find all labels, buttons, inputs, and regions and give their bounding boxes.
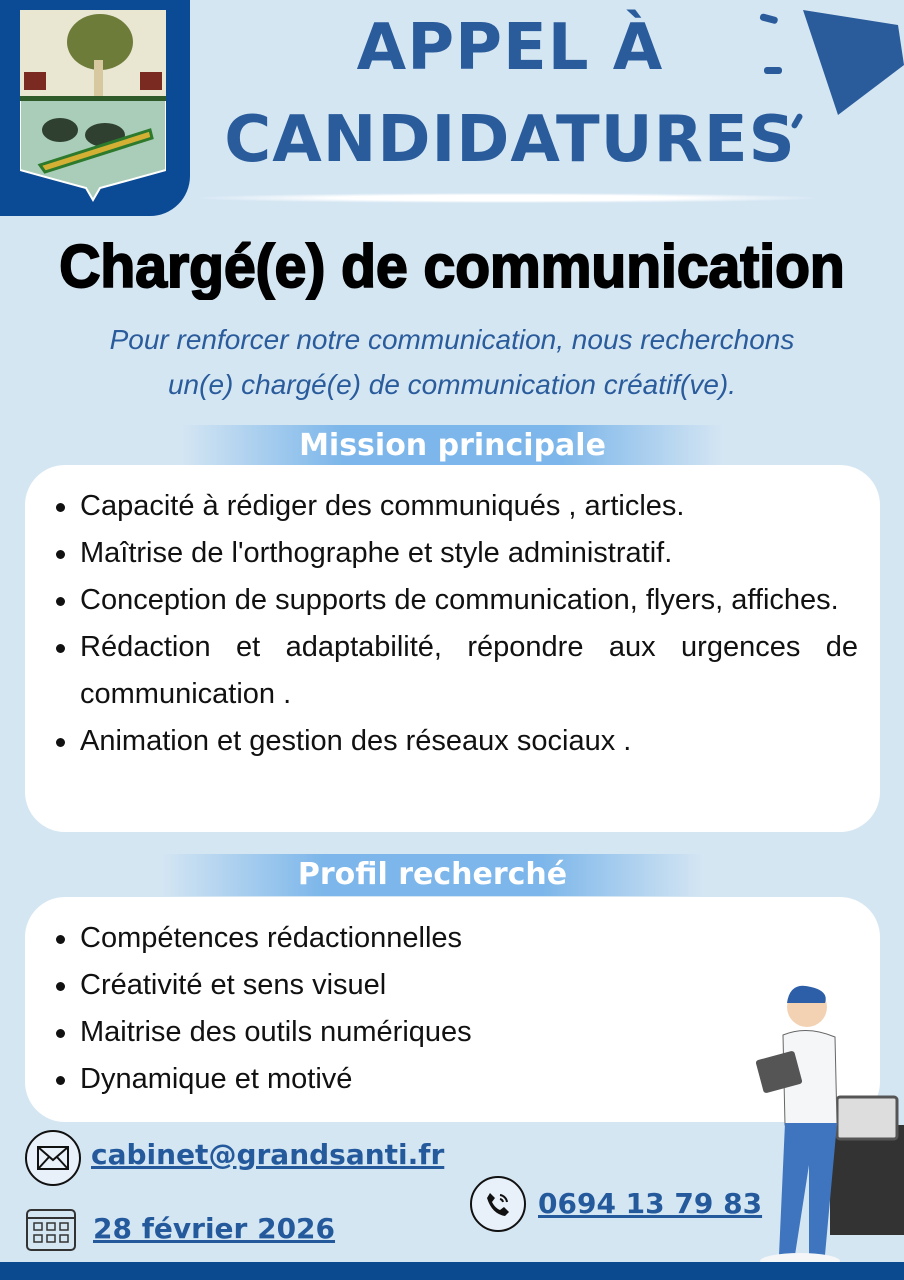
mission-item: Capacité à rédiger des communiqués , articles. [80,483,858,530]
profile-item: Créativité et sens visuel [80,962,858,1009]
phone-link[interactable]: 0694 13 79 83 [538,1187,763,1220]
profile-item: Dynamique et motivé [80,1056,858,1103]
mission-box [25,465,880,832]
mission-item: Conception de supports de communication, flyers, affiches. [80,577,858,624]
email-link[interactable]: cabinet@grandsanti.fr [91,1138,445,1171]
title-line-2: CANDIDATURES [224,103,796,177]
footer-bar [0,1262,904,1280]
divider [200,193,815,203]
mission-item: Rédaction et adaptabilité, répondre aux urgences de communication . [80,624,858,718]
mission-item: Animation et gestion des réseaux sociaux . [80,718,858,765]
municipal-crest-logo [20,10,166,202]
title-line-1: APPEL À [356,11,664,85]
deadline-date: 28 février 2026 [93,1212,336,1245]
profile-item: Maitrise des outils numériques [80,1009,858,1056]
email-icon [25,1130,81,1186]
profile-heading: Profil recherché [160,854,705,896]
mission-heading: Mission principale [180,425,725,467]
calendar-icon [24,1204,78,1252]
intro-line-1: Pour renforcer notre communication, nous recherchons [109,324,795,355]
person-with-tablet-illustration [745,985,904,1275]
job-title: Chargé(e) de communication [59,233,845,300]
intro-line-2: un(e) chargé(e) de communication créatif(ve). [167,369,736,400]
phone-icon [470,1176,526,1232]
profile-item: Compétences rédactionnelles [80,915,858,962]
mission-item: Maîtrise de l'orthographe et style administratif. [80,530,858,577]
